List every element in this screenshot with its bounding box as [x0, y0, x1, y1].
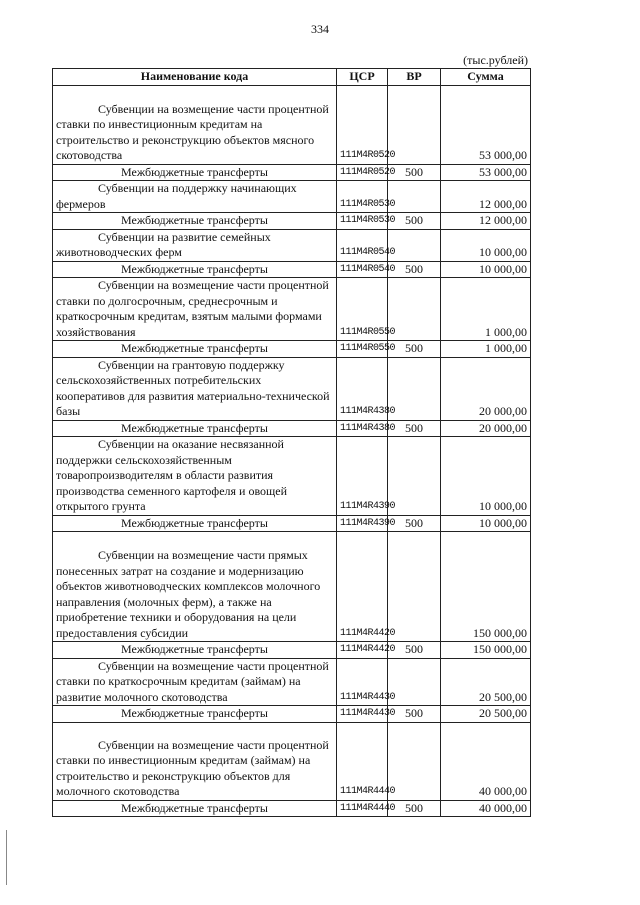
row-name: Межбюджетные трансферты: [53, 341, 337, 358]
row-sum: 20 000,00: [441, 357, 531, 420]
row-sum: 40 000,00: [441, 722, 531, 800]
row-vr: 500: [388, 515, 441, 532]
row-vr: 500: [388, 164, 441, 181]
row-csr: 111M4R4380: [337, 420, 388, 437]
row-sum: 20 000,00: [441, 420, 531, 437]
row-vr: [388, 278, 441, 341]
row-vr: 500: [388, 341, 441, 358]
row-csr: 111M4R4430: [337, 658, 388, 706]
table-row: [53, 261, 531, 278]
row-csr: 111M4R4420: [337, 532, 388, 642]
row-sum: 53 000,00: [441, 164, 531, 181]
row-sum: 150 000,00: [441, 642, 531, 659]
table-row: [53, 658, 531, 706]
row-sum: 40 000,00: [441, 800, 531, 817]
table-row: [53, 532, 531, 642]
row-name: Субвенции на возмещение части процентной ставки по инвестиционным кредитам на строительство и реконструкцию объектов мясного скотоводства: [53, 85, 337, 164]
row-vr: [388, 229, 441, 261]
table-row: [53, 515, 531, 532]
table-row: [53, 420, 531, 437]
table-row: [53, 181, 531, 213]
row-vr: 500: [388, 261, 441, 278]
row-name: Субвенции на развитие семейных животноводческих ферм: [53, 229, 337, 261]
row-name: Субвенции на возмещение части прямых понесенных затрат на создание и модернизацию объектов животноводческих комплексов молочного направления (молочных ферм), а также на приобретение техники и оборудования на цели предоставления субсидии: [53, 532, 337, 642]
row-vr: [388, 532, 441, 642]
row-vr: [388, 437, 441, 516]
row-vr: [388, 658, 441, 706]
row-name: Субвенции на оказание несвязанной поддержки сельскохозяйственным товаропроизводителям в области развития производства семенного картофеля и овощей открытого грунта: [53, 437, 337, 516]
scan-margin-mark: [6, 830, 7, 885]
row-sum: 150 000,00: [441, 532, 531, 642]
table-row: [53, 722, 531, 800]
table-header-row: [53, 69, 531, 86]
row-name: Субвенции на возмещение части процентной ставки по краткосрочным кредитам (займам) на развитие молочного скотоводства: [53, 658, 337, 706]
row-csr: 111M4R0530: [337, 213, 388, 230]
table-row: [53, 357, 531, 420]
row-csr: 111M4R4440: [337, 800, 388, 817]
row-vr: [388, 357, 441, 420]
row-csr: 111M4R4440: [337, 722, 388, 800]
row-sum: 20 500,00: [441, 706, 531, 723]
row-sum: 20 500,00: [441, 658, 531, 706]
row-vr: [388, 181, 441, 213]
row-name: Межбюджетные трансферты: [53, 706, 337, 723]
row-vr: 500: [388, 420, 441, 437]
row-csr: 111M4R0520: [337, 164, 388, 181]
row-name: Субвенции на поддержку начинающих фермеров: [53, 181, 337, 213]
table-row: [53, 341, 531, 358]
row-name: Межбюджетные трансферты: [53, 213, 337, 230]
row-csr: 111M4R4390: [337, 437, 388, 516]
units-label: (тыс.рублей): [463, 53, 528, 67]
row-name: Субвенции на возмещение части процентной ставки по долгосрочным, среднесрочным и краткосрочным кредитам, взятым малыми формами хозяйствования: [53, 278, 337, 341]
table-row: [53, 800, 531, 817]
row-csr: 111M4R4380: [337, 357, 388, 420]
row-sum: 12 000,00: [441, 213, 531, 230]
row-csr: 111M4R4420: [337, 642, 388, 659]
header-name: Наименование кода: [53, 69, 337, 86]
header-csr: ЦСР: [337, 69, 388, 86]
row-vr: 500: [388, 706, 441, 723]
row-sum: 10 000,00: [441, 515, 531, 532]
row-name: Межбюджетные трансферты: [53, 515, 337, 532]
row-sum: 10 000,00: [441, 261, 531, 278]
row-csr: 111M4R0550: [337, 341, 388, 358]
row-name: Межбюджетные трансферты: [53, 261, 337, 278]
table-row: [53, 706, 531, 723]
row-csr: 111M4R0540: [337, 229, 388, 261]
row-csr: 111M4R0540: [337, 261, 388, 278]
header-sum: Сумма: [441, 69, 531, 86]
row-vr: 500: [388, 642, 441, 659]
row-sum: 1 000,00: [441, 341, 531, 358]
row-name: Межбюджетные трансферты: [53, 642, 337, 659]
row-vr: [388, 85, 441, 164]
row-name: Межбюджетные трансферты: [53, 800, 337, 817]
row-vr: 500: [388, 213, 441, 230]
table-row: [53, 85, 531, 164]
table-row: [53, 437, 531, 516]
row-sum: 10 000,00: [441, 437, 531, 516]
row-csr: 111M4R0550: [337, 278, 388, 341]
row-name: Субвенции на возмещение части процентной ставки по инвестиционным кредитам (займам) на строительство и реконструкцию объектов для молочного скотоводства: [53, 722, 337, 800]
row-csr: 111M4R0520: [337, 85, 388, 164]
row-name: Межбюджетные трансферты: [53, 164, 337, 181]
row-sum: 12 000,00: [441, 181, 531, 213]
row-vr: 500: [388, 800, 441, 817]
header-vr: ВР: [388, 69, 441, 86]
row-csr: 111M4R0530: [337, 181, 388, 213]
table-row: [53, 278, 531, 341]
row-csr: 111M4R4390: [337, 515, 388, 532]
row-csr: 111M4R4430: [337, 706, 388, 723]
table-row: [53, 164, 531, 181]
table-row: [53, 229, 531, 261]
table-row: [53, 642, 531, 659]
row-sum: 1 000,00: [441, 278, 531, 341]
row-sum: 10 000,00: [441, 229, 531, 261]
page-number: 334: [311, 22, 329, 36]
row-vr: [388, 722, 441, 800]
table-row: [53, 213, 531, 230]
row-sum: 53 000,00: [441, 85, 531, 164]
budget-table: [52, 68, 531, 817]
row-name: Межбюджетные трансферты: [53, 420, 337, 437]
row-name: Субвенции на грантовую поддержку сельскохозяйственных потребительских кооперативов для развития материально-технической базы: [53, 357, 337, 420]
